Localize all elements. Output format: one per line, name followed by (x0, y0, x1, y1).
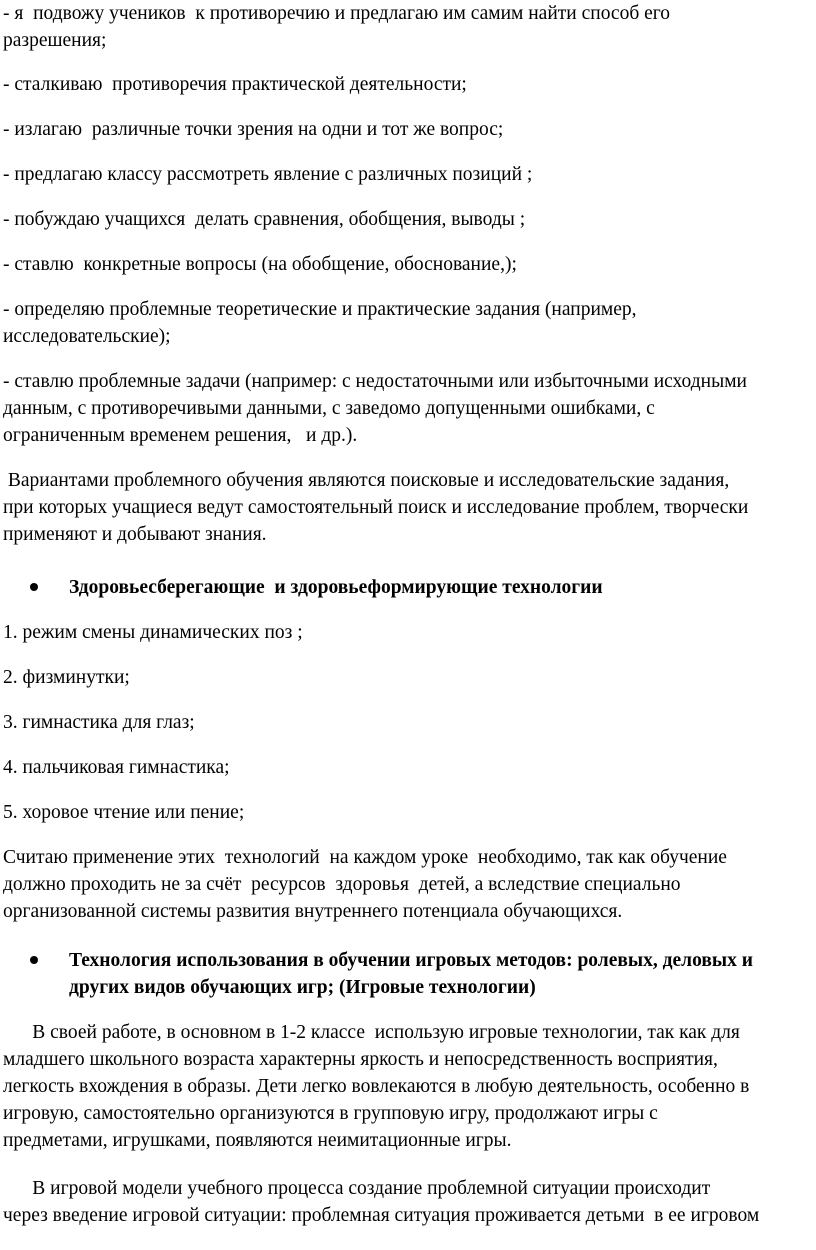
text-line: Технология использования в обучении игровых методов: ролевых, деловых и (69, 950, 753, 971)
text-line: младшего школьного возраста характерны яркость и непосредственность восприятия, (3, 1049, 718, 1070)
text-line: применяют и добывают знания. (3, 524, 267, 545)
list-item (3, 799, 815, 826)
list-item (3, 296, 815, 350)
game-model-paragraph (3, 1175, 815, 1229)
text-line: 5. хоровое чтение или пение; (3, 802, 245, 823)
text-line: 2. физминутки; (3, 667, 130, 688)
text-line: - ставлю конкретные вопросы (на обобщение, обоснование,); (3, 254, 517, 275)
games-paragraph (3, 1019, 815, 1154)
heading-text (69, 574, 814, 601)
bullet-icon (30, 956, 38, 964)
text-line: при которых учащиеся ведут самостоятельный поиск и исследование проблем, творчески (3, 497, 749, 518)
text-line: через введение игровой ситуации: проблемная ситуация проживается детьми в ее игровом (3, 1205, 760, 1226)
list-item (3, 0, 815, 54)
text-line: игровую, самостоятельно организуются в групповую игру, продолжают игры с (3, 1103, 658, 1124)
text-line: - сталкиваю противоречия практической деятельности; (3, 74, 467, 95)
text-line: ограниченным временем решения, и др.). (3, 425, 358, 446)
variants-paragraph (3, 467, 815, 548)
list-item (3, 206, 815, 233)
text-line: - побуждаю учащихся делать сравнения, обобщения, выводы ; (3, 209, 526, 230)
text-line: - ставлю проблемные задачи (например: с недостаточными или избыточными исходными (3, 371, 747, 392)
text-line: 4. пальчиковая гимнастика; (3, 757, 230, 778)
list-item (3, 161, 815, 188)
list-item (3, 709, 815, 736)
heading-text (69, 947, 814, 1001)
list-item (3, 251, 815, 278)
list-item (3, 664, 815, 691)
text-line: предметами, игрушками, появляются неимитационные игры. (3, 1130, 512, 1151)
text-line: организованной системы развития внутреннего потенциала обучающихся. (3, 901, 623, 922)
text-line: В своей работе, в основном в 1-2 классе использую игровые технологии, так как для (3, 1022, 740, 1043)
text-line: 1. режим смены динамических поз ; (3, 622, 303, 643)
list-item (3, 71, 815, 98)
text-line: - я подвожу учеников к противоречию и предлагаю им самим найти способ его (3, 3, 671, 24)
text-line: - определяю проблемные теоретические и практические задания (например, (3, 299, 637, 320)
text-line: легкость вхождения в образы. Дети легко вовлекаются в любую деятельность, особенно в (3, 1076, 750, 1097)
health-paragraph (3, 844, 815, 925)
text-line: Здоровьесберегающие и здоровьеформирующие технологии (69, 577, 603, 598)
text-line: 3. гимнастика для глаз; (3, 712, 195, 733)
text-line: Считаю применение этих технологий на каждом уроке необходимо, так как обучение (3, 847, 727, 868)
text-line: данным, с противоречивыми данными, с заведомо допущенными ошибками, с (3, 398, 655, 419)
list-item (3, 368, 815, 449)
text-line: исследовательские); (3, 326, 171, 347)
text-line: В игровой модели учебного процесса создание проблемной ситуации происходит (3, 1178, 711, 1199)
text-line: - предлагаю классу рассмотреть явление с различных позиций ; (3, 164, 533, 185)
text-line: должно проходить не за счёт ресурсов здоровья детей, а вследствие специально (3, 874, 681, 895)
text-line: Вариантами проблемного обучения являются поисковые и исследовательские задания, (3, 470, 730, 491)
text-line: разрешения; (3, 30, 107, 51)
list-item (3, 619, 815, 646)
bullet-icon (30, 583, 38, 591)
text-line: других видов обучающих игр; (Игровые технологии) (69, 977, 536, 998)
text-line: - излагаю различные точки зрения на одни и тот же вопрос; (3, 119, 504, 140)
list-item (3, 754, 815, 781)
list-item (3, 116, 815, 143)
